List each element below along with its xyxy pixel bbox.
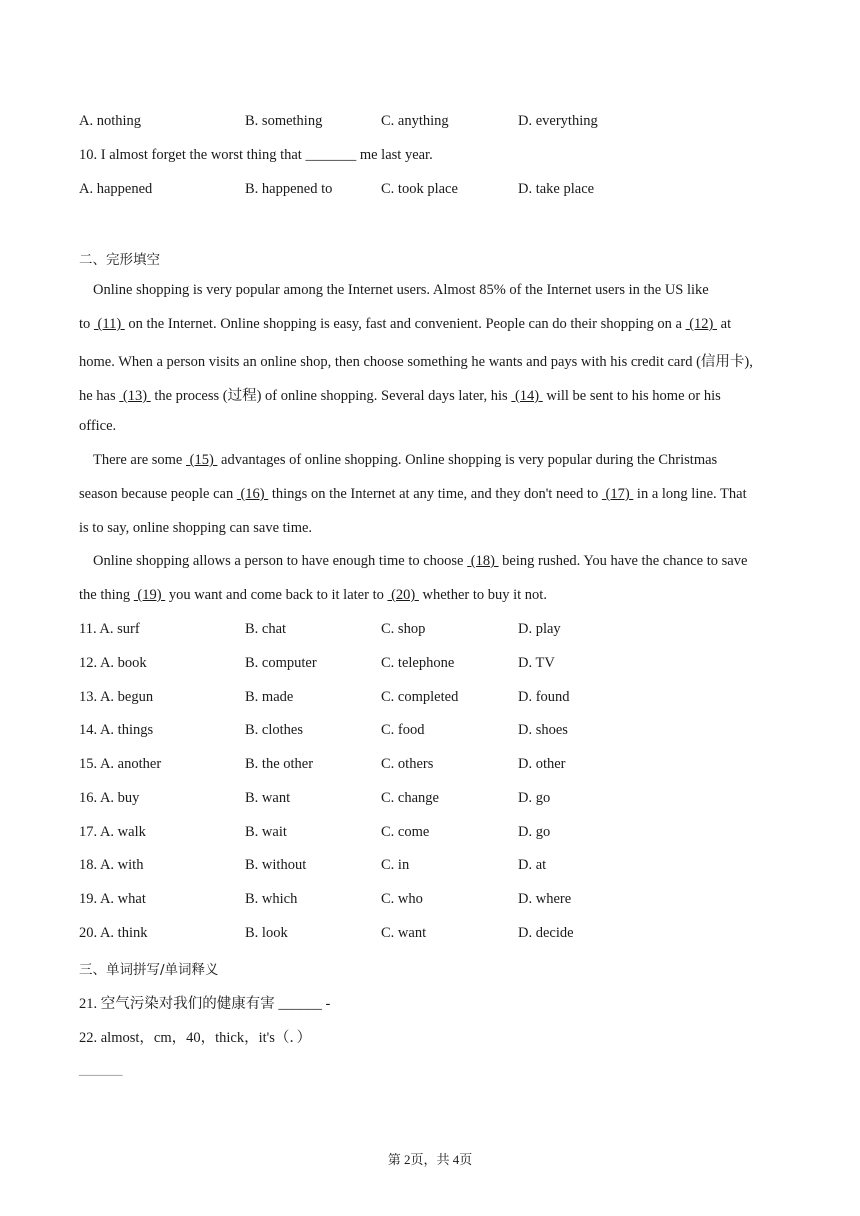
option-a: 16. A. buy	[79, 790, 140, 806]
q14-options	[79, 722, 719, 742]
option-c: C. took place	[381, 181, 458, 197]
option-a: 13. A. begun	[79, 689, 154, 705]
text: being rushed. You have the chance to save	[498, 553, 748, 569]
option-c: C. food	[381, 722, 425, 738]
blank-18[interactable]: (18)	[467, 553, 499, 569]
option-d: D. go	[518, 790, 551, 806]
q12-options	[79, 655, 719, 675]
section-heading-cloze: 二、完形填空	[79, 252, 160, 268]
option-d: D. go	[518, 824, 551, 840]
option-d: D. take place	[518, 181, 595, 197]
section-heading-spelling: 三、单词拼写/单词释义	[79, 962, 219, 978]
option-c: C. who	[381, 891, 423, 907]
passage-line	[93, 553, 747, 570]
text: advantages of online shopping. Online shopping is very popular during the Christmas	[217, 452, 718, 468]
option-c: C. telephone	[381, 655, 455, 671]
answer-line[interactable]: ______	[79, 1062, 123, 1078]
passage-line: is to say, online shopping can save time.	[79, 520, 313, 536]
option-b: B. wait	[245, 824, 287, 840]
text: There are some	[93, 452, 186, 468]
option-b: B. computer	[245, 655, 317, 671]
option-d: D. decide	[518, 925, 574, 941]
text: season because people can	[79, 486, 237, 502]
option-c: C. come	[381, 824, 430, 840]
blank-20[interactable]: (20)	[387, 587, 419, 603]
blank-14[interactable]: (14)	[511, 388, 543, 404]
text: at	[717, 316, 732, 332]
text: things on the Internet at any time, and they don't need to	[268, 486, 602, 502]
option-a: 12. A. book	[79, 655, 147, 671]
passage-line	[79, 587, 547, 604]
option-c: C. in	[381, 857, 410, 873]
q16-options	[79, 790, 719, 810]
option-d: D. where	[518, 891, 572, 907]
option-d: D. at	[518, 857, 547, 873]
option-b: B. happened to	[245, 181, 333, 197]
blank-11[interactable]: (11)	[93, 316, 125, 332]
blank-19[interactable]: (19)	[133, 587, 166, 603]
option-d: D. everything	[518, 113, 598, 129]
option-a: A. happened	[79, 181, 153, 197]
option-c: C. anything	[381, 113, 449, 129]
passage-line	[79, 316, 731, 333]
passage-line	[79, 384, 721, 405]
option-b: B. which	[245, 891, 298, 907]
option-b: B. want	[245, 790, 291, 806]
option-b: B. without	[245, 857, 307, 873]
option-c: C. want	[381, 925, 427, 941]
option-a: 18. A. with	[79, 857, 144, 873]
option-d: D. play	[518, 621, 561, 637]
text: Online shopping allows a person to have enough time to choose	[93, 553, 468, 569]
q19-options	[79, 891, 719, 911]
text: in a long line. That	[633, 486, 747, 502]
q11-options	[79, 621, 719, 641]
q22-stem: 22. almost，cm，40，thick，it's（．）	[79, 1030, 312, 1046]
option-c: C. completed	[381, 689, 459, 705]
option-d: D. TV	[518, 655, 555, 671]
option-c: C. others	[381, 756, 434, 772]
option-b: B. look	[245, 925, 288, 941]
text: the process (过程) of online shopping. Several days later, his	[150, 388, 512, 404]
q15-options	[79, 756, 719, 776]
q21-stem: 21. 空气污染对我们的健康有害 ______ -	[79, 996, 331, 1012]
option-a: 20. A. think	[79, 925, 148, 941]
blank-17[interactable]: (17)	[601, 486, 634, 502]
passage-line: home. When a person visits an online shop, then choose something he wants and pays with his credit card (信用卡),	[79, 354, 753, 370]
option-a: 15. A. another	[79, 756, 162, 772]
passage-line	[93, 452, 717, 469]
option-a: 14. A. things	[79, 722, 154, 738]
option-a: 11. A. surf	[79, 621, 140, 637]
option-b: B. something	[245, 113, 323, 129]
q20-options	[79, 925, 719, 945]
text: he has	[79, 388, 120, 404]
option-d: D. other	[518, 756, 566, 772]
blank-15[interactable]: (15)	[186, 452, 218, 468]
option-d: D. shoes	[518, 722, 568, 738]
option-d: D. found	[518, 689, 570, 705]
text: whether to buy it not.	[418, 587, 547, 603]
q10-stem: 10. I almost forget the worst thing that _______ me last year.	[79, 147, 433, 163]
q9-options	[79, 113, 719, 133]
page-footer: 第 2页，共 4页	[387, 1152, 473, 1167]
text: will be sent to his home or his	[542, 388, 721, 404]
option-b: B. the other	[245, 756, 314, 772]
option-a: 17. A. walk	[79, 824, 146, 840]
option-c: C. change	[381, 790, 439, 806]
option-c: C. shop	[381, 621, 426, 637]
q17-options	[79, 824, 719, 844]
option-a: 19. A. what	[79, 891, 146, 907]
option-a: A. nothing	[79, 113, 142, 129]
q18-options	[79, 857, 719, 877]
blank-12[interactable]: (12)	[685, 316, 718, 332]
option-b: B. chat	[245, 621, 287, 637]
blank-16[interactable]: (16)	[236, 486, 269, 502]
passage-line: office.	[79, 418, 117, 434]
option-b: B. made	[245, 689, 294, 705]
passage-line: Online shopping is very popular among the Internet users. Almost 85% of the Internet users in the US like	[93, 282, 709, 298]
option-b: B. clothes	[245, 722, 303, 738]
text: the thing	[79, 587, 134, 603]
text: on the Internet. Online shopping is easy, fast and convenient. People can do their shopping on a	[124, 316, 686, 332]
text: you want and come back to it later to	[165, 587, 388, 603]
text: to	[79, 316, 94, 332]
q13-options	[79, 689, 719, 709]
blank-13[interactable]: (13)	[119, 388, 151, 404]
q10-options	[79, 181, 719, 201]
passage-line	[79, 486, 747, 503]
